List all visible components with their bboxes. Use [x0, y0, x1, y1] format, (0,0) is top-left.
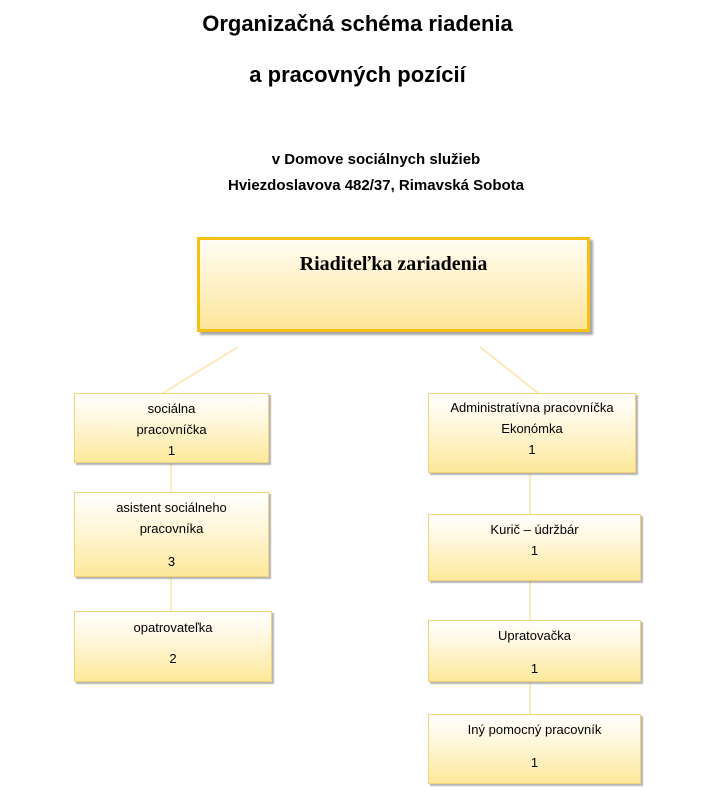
org-node-count: 1: [528, 442, 536, 457]
subtitle-address: Hviezdoslavova 482/37, Rimavská Sobota: [228, 177, 524, 194]
org-node-label: sociálna: [147, 401, 196, 416]
page-title-line-1: Organizačná schéma riadenia: [202, 11, 513, 36]
org-node-count: 2: [169, 651, 177, 666]
org-node-label: Administratívna pracovníčka: [450, 400, 614, 415]
org-node-label: pracovníčka: [136, 422, 207, 437]
connector-root-to-right: [480, 347, 538, 393]
page-title-line-2: a pracovných pozícií: [249, 62, 466, 87]
org-node-count: 1: [167, 443, 176, 458]
org-node-label: opatrovateľka: [133, 620, 213, 635]
org-node-social-worker: [74, 393, 269, 463]
org-node-stoker-maintenance: [428, 514, 641, 581]
org-node-label: Ekonómka: [501, 421, 563, 436]
org-node-social-worker-assistant: [74, 492, 269, 577]
org-node-cleaner: [428, 620, 641, 682]
org-node-label: pracovníka: [139, 521, 204, 536]
org-node-label: asistent sociálneho: [116, 500, 227, 515]
org-node-label: Upratovačka: [498, 628, 571, 643]
org-node-count: 1: [530, 661, 539, 676]
org-node-count: 3: [167, 554, 176, 569]
org-node-director-label: Riaditeľka zariadenia: [299, 253, 488, 275]
subtitle-institution: v Domove sociálnych služieb: [271, 151, 481, 168]
org-node-caregiver: [74, 611, 272, 682]
org-node-count: 1: [530, 755, 539, 770]
org-node-label: Iný pomocný pracovník: [467, 722, 602, 737]
org-node-other-helper: [428, 714, 641, 784]
connector-root-to-left: [163, 347, 238, 393]
org-node-label: Kurič – údržbár: [490, 522, 579, 537]
org-node-admin-economist: [428, 393, 636, 473]
org-node-count: 1: [530, 543, 539, 558]
org-node-director: [197, 237, 590, 332]
